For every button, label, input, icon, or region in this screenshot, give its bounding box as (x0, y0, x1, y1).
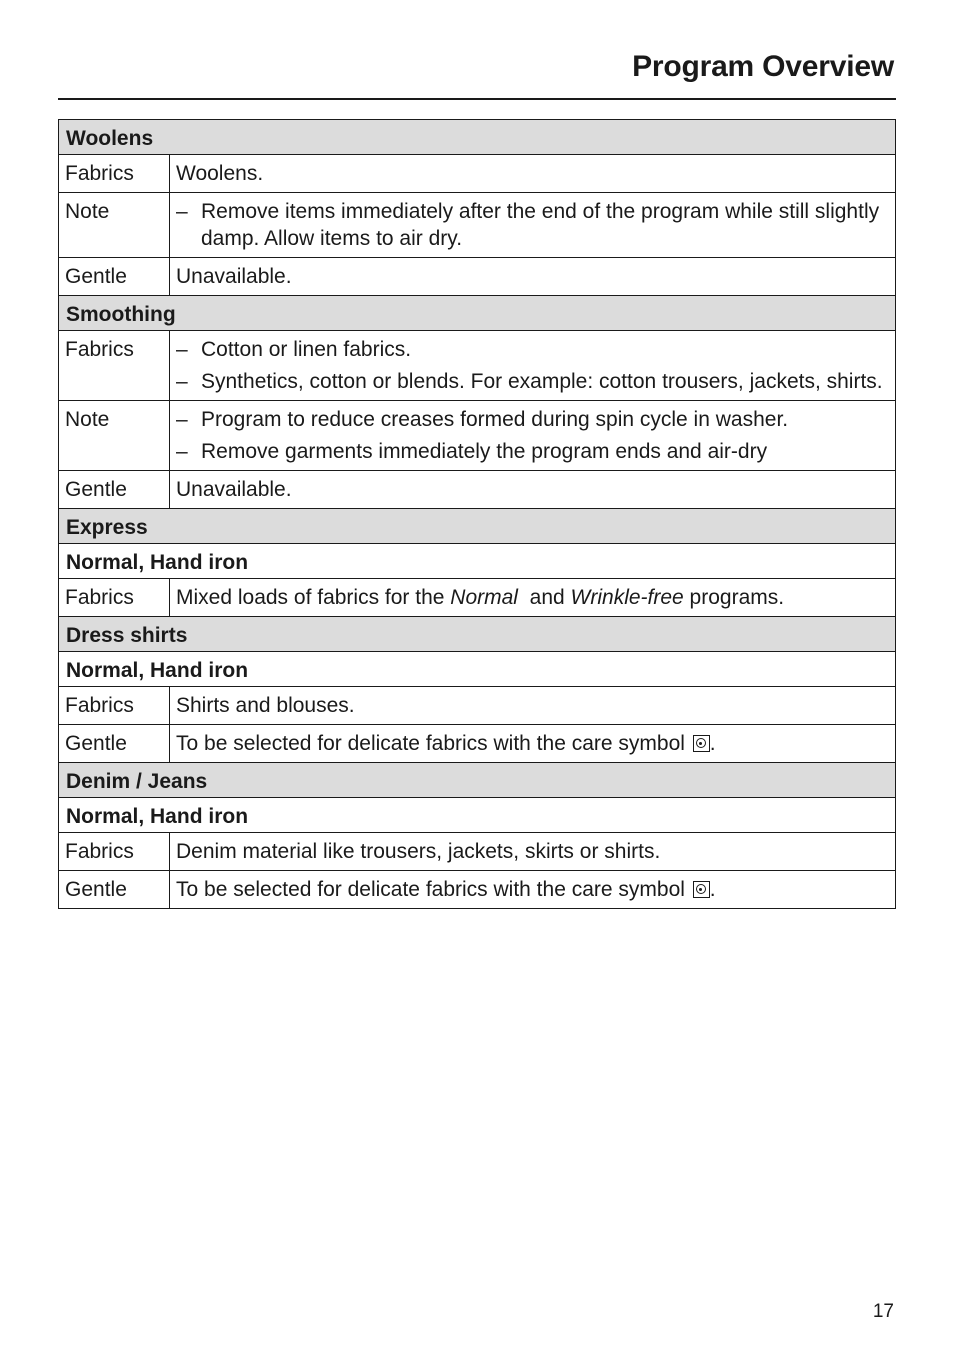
row-label: Fabrics (59, 687, 170, 725)
table-row (59, 471, 896, 509)
table-row (59, 833, 896, 871)
sub-title: Normal, Hand iron (59, 798, 896, 833)
row-value (170, 331, 896, 401)
list-item: – Cotton or linen fabrics. (176, 336, 888, 363)
tumble-dry-low-care-icon (693, 735, 710, 752)
section-woolens (59, 120, 896, 155)
table-row (59, 258, 896, 296)
section-dress-shirts (59, 617, 896, 652)
list-item: – Remove garments immediately the program ends and air-dry (176, 438, 888, 465)
text-fragment: . (709, 732, 716, 755)
row-value (170, 579, 896, 617)
program-overview-table (58, 119, 896, 909)
table-row (59, 871, 896, 909)
row-label: Gentle (59, 258, 170, 296)
text-fragment: Mixed loads of fabrics for the (176, 586, 451, 609)
sub-header (59, 652, 896, 687)
text-fragment: and (517, 586, 571, 609)
row-value: Unavailable. (170, 258, 896, 296)
section-title: Dress shirts (59, 617, 896, 652)
row-label: Note (59, 401, 170, 471)
row-label: Note (59, 193, 170, 258)
list-item: – Program to reduce creases formed during spin cycle in washer. (176, 406, 888, 433)
row-value: Unavailable. (170, 471, 896, 509)
table-row (59, 687, 896, 725)
table-row (59, 155, 896, 193)
sub-header (59, 544, 896, 579)
list-item: – Remove items immediately after the end of the program while still slightly damp. Allow items to air dry. (176, 198, 888, 252)
table-row (59, 331, 896, 401)
text-fragment: . (709, 878, 716, 901)
row-label: Gentle (59, 871, 170, 909)
sub-header (59, 798, 896, 833)
page-title: Program Overview (632, 50, 894, 83)
dash-list (176, 406, 888, 465)
program-name-wrinkle-free: Wrinkle-free (570, 586, 684, 609)
row-label: Gentle (59, 471, 170, 509)
table-row (59, 725, 896, 763)
list-item: – Synthetics, cotton or blends. For example: cotton trousers, jackets, shirts. (176, 368, 888, 395)
row-value (170, 401, 896, 471)
section-express (59, 509, 896, 544)
table-row (59, 579, 896, 617)
page-number: 17 (872, 1301, 894, 1322)
title-rule (58, 98, 896, 100)
row-value: Denim material like trousers, jackets, skirts or shirts. (170, 833, 896, 871)
section-smoothing (59, 296, 896, 331)
row-value (170, 725, 896, 763)
section-denim-jeans (59, 763, 896, 798)
row-label: Fabrics (59, 579, 170, 617)
section-title: Smoothing (59, 296, 896, 331)
row-label: Fabrics (59, 331, 170, 401)
tumble-dry-low-care-icon (693, 881, 710, 898)
section-title: Denim / Jeans (59, 763, 896, 798)
row-value (170, 193, 896, 258)
text-fragment: programs. (683, 586, 785, 609)
section-title: Woolens (59, 120, 896, 155)
row-value: Shirts and blouses. (170, 687, 896, 725)
sub-title: Normal, Hand iron (59, 652, 896, 687)
table-row (59, 193, 896, 258)
row-value (170, 871, 896, 909)
row-label: Fabrics (59, 833, 170, 871)
row-label: Fabrics (59, 155, 170, 193)
sub-title: Normal, Hand iron (59, 544, 896, 579)
row-value: Woolens. (170, 155, 896, 193)
program-name-normal: Normal (450, 586, 518, 609)
section-title: Express (59, 509, 896, 544)
row-label: Gentle (59, 725, 170, 763)
text-fragment: To be selected for delicate fabrics with the care symbol (176, 732, 691, 755)
dash-list (176, 198, 888, 252)
text-fragment: To be selected for delicate fabrics with the care symbol (176, 878, 691, 901)
dash-list (176, 336, 888, 395)
table-row (59, 401, 896, 471)
